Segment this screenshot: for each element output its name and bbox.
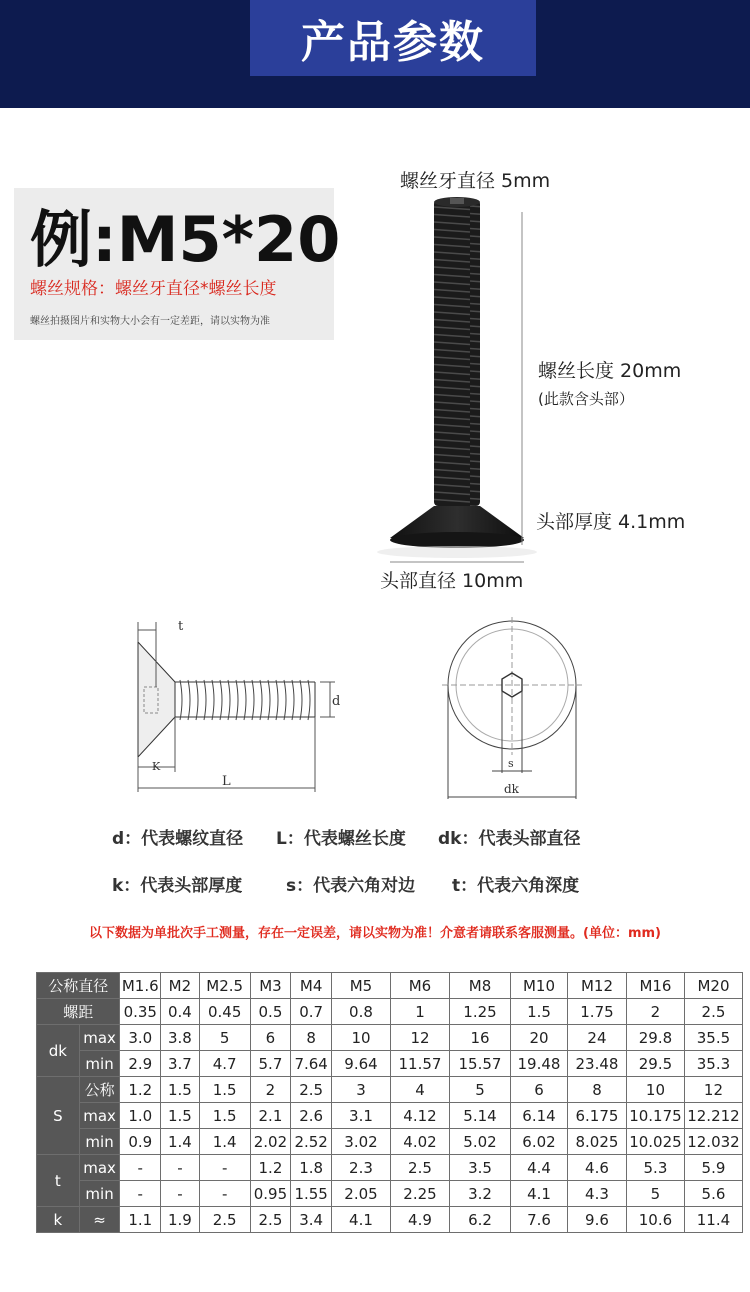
value-cell: 2 [250, 1077, 291, 1103]
table-row [37, 1155, 743, 1181]
value-cell: 0.35 [120, 999, 161, 1025]
value-cell: 3.1 [331, 1103, 390, 1129]
value-cell: 1.2 [250, 1155, 291, 1181]
title-box [250, 0, 536, 76]
table-row [37, 1181, 743, 1207]
value-cell: 5 [199, 1025, 250, 1051]
table-row [37, 1129, 743, 1155]
row-group-cell: k [37, 1207, 80, 1233]
value-cell: - [199, 1181, 250, 1207]
value-cell: 12.212 [684, 1103, 742, 1129]
value-cell: 1.4 [161, 1129, 200, 1155]
size-header-cell: M4 [291, 973, 332, 999]
value-cell: - [161, 1155, 200, 1181]
value-cell: 2.25 [390, 1181, 449, 1207]
value-cell: 0.5 [250, 999, 291, 1025]
row-sub-cell: max [79, 1103, 120, 1129]
table-row [37, 1077, 743, 1103]
legend-s: s：代表六角对边 [286, 876, 416, 896]
size-header-cell: M2.5 [199, 973, 250, 999]
value-cell: 12 [390, 1025, 449, 1051]
label-s: s [508, 757, 514, 770]
value-cell: 2.5 [291, 1077, 332, 1103]
example-spec: 螺丝规格：螺丝牙直径*螺丝长度 [30, 279, 277, 299]
row-sub-cell: max [79, 1025, 120, 1051]
value-cell: 2.05 [331, 1181, 390, 1207]
value-cell: 0.9 [120, 1129, 161, 1155]
size-header-cell: M8 [449, 973, 510, 999]
value-cell: 5.02 [449, 1129, 510, 1155]
value-cell: - [199, 1155, 250, 1181]
value-cell: 4.3 [567, 1181, 626, 1207]
value-cell: 5 [626, 1181, 684, 1207]
value-cell: 1.25 [449, 999, 510, 1025]
value-cell: 4.1 [331, 1207, 390, 1233]
value-cell: 6.175 [567, 1103, 626, 1129]
spec-table [36, 972, 743, 1233]
table-row [37, 1103, 743, 1129]
table-row [37, 1207, 743, 1233]
row-sub-cell: min [79, 1181, 120, 1207]
value-cell: 1.1 [120, 1207, 161, 1233]
table-row [37, 1025, 743, 1051]
legend-dk: dk：代表头部直径 [438, 829, 581, 849]
value-cell: 10.025 [626, 1129, 684, 1155]
size-header-cell: M10 [511, 973, 568, 999]
value-cell: 3.0 [120, 1025, 161, 1051]
value-cell: 4.4 [511, 1155, 568, 1181]
row-sub-cell: min [79, 1129, 120, 1155]
value-cell: 12.032 [684, 1129, 742, 1155]
label-k: K [152, 760, 161, 773]
value-cell: 5 [449, 1077, 510, 1103]
header-cell: 公称直径 [37, 973, 120, 999]
value-cell: 1.5 [199, 1103, 250, 1129]
size-header-cell: M20 [684, 973, 742, 999]
page-title: 产品参数 [301, 17, 485, 68]
value-cell: 4.1 [511, 1181, 568, 1207]
value-cell: 10 [331, 1025, 390, 1051]
label-head-diameter: 头部直径 10mm [380, 570, 524, 592]
value-cell: 5.7 [250, 1051, 291, 1077]
value-cell: 0.95 [250, 1181, 291, 1207]
row-sub-cell: min [79, 1051, 120, 1077]
label-thread-diameter: 螺丝牙直径 5mm [400, 170, 551, 192]
value-cell: 2.5 [199, 1207, 250, 1233]
label-length-note: (此款含头部） [538, 390, 634, 408]
value-cell: 1.55 [291, 1181, 332, 1207]
value-cell: 1.0 [120, 1103, 161, 1129]
legend-d: d：代表螺纹直径 [112, 829, 244, 849]
value-cell: 1 [390, 999, 449, 1025]
label-length: 螺丝长度 20mm [538, 360, 682, 382]
value-cell: 4.02 [390, 1129, 449, 1155]
value-cell: - [120, 1155, 161, 1181]
value-cell: 12 [684, 1077, 742, 1103]
value-cell: 19.48 [511, 1051, 568, 1077]
value-cell: 0.45 [199, 999, 250, 1025]
example-note: 螺丝拍摄图片和实物大小会有一定差距，请以实物为准 [30, 316, 270, 327]
label-dk: dk [504, 782, 519, 796]
value-cell: 16 [449, 1025, 510, 1051]
label-d: d [332, 694, 341, 709]
value-cell: 1.5 [511, 999, 568, 1025]
value-cell: 1.5 [161, 1103, 200, 1129]
side-view-drawing [120, 612, 350, 802]
header-banner [0, 0, 750, 108]
value-cell: 5.9 [684, 1155, 742, 1181]
value-cell: 8 [567, 1077, 626, 1103]
value-cell: 3 [331, 1077, 390, 1103]
legend-k: k：代表头部厚度 [112, 876, 243, 896]
value-cell: 2.02 [250, 1129, 291, 1155]
value-cell: 4.9 [390, 1207, 449, 1233]
value-cell: 20 [511, 1025, 568, 1051]
value-cell: 3.7 [161, 1051, 200, 1077]
value-cell: 23.48 [567, 1051, 626, 1077]
value-cell: 0.8 [331, 999, 390, 1025]
value-cell: 2.6 [291, 1103, 332, 1129]
value-cell: 8.025 [567, 1129, 626, 1155]
value-cell: 24 [567, 1025, 626, 1051]
value-cell: 2.5 [250, 1207, 291, 1233]
legend-L: L：代表螺丝长度 [276, 829, 406, 849]
label-t: t [178, 619, 184, 634]
value-cell: 10 [626, 1077, 684, 1103]
value-cell: 7.64 [291, 1051, 332, 1077]
value-cell: 6.02 [511, 1129, 568, 1155]
value-cell: 2.5 [390, 1155, 449, 1181]
screw-photo [370, 190, 550, 570]
measurement-notice: 以下数据为单批次手工测量，存在一定误差，请以实物为准！介意者请联系客服测量。(单位：mm) [89, 926, 661, 941]
value-cell: 2.5 [684, 999, 742, 1025]
value-cell: 0.4 [161, 999, 200, 1025]
value-cell: 35.3 [684, 1051, 742, 1077]
value-cell: 8 [291, 1025, 332, 1051]
row-group-cell: S [37, 1077, 80, 1155]
value-cell: 6 [511, 1077, 568, 1103]
table-header-row [37, 973, 743, 999]
value-cell: 9.6 [567, 1207, 626, 1233]
value-cell: 3.2 [449, 1181, 510, 1207]
example-title: 例:M5*20 [30, 203, 341, 276]
value-cell: 11.4 [684, 1207, 742, 1233]
row-sub-cell: 公称 [79, 1077, 120, 1103]
label-L: L [222, 774, 231, 789]
size-header-cell: M6 [390, 973, 449, 999]
example-box [14, 188, 341, 340]
row-group-cell: 螺距 [37, 999, 120, 1025]
size-header-cell: M5 [331, 973, 390, 999]
value-cell: 6 [250, 1025, 291, 1051]
value-cell: 9.64 [331, 1051, 390, 1077]
value-cell: 35.5 [684, 1025, 742, 1051]
top-view-drawing [440, 615, 590, 803]
value-cell: 2.9 [120, 1051, 161, 1077]
value-cell: 6.2 [449, 1207, 510, 1233]
value-cell: 29.8 [626, 1025, 684, 1051]
value-cell: 4 [390, 1077, 449, 1103]
value-cell: 7.6 [511, 1207, 568, 1233]
value-cell: 1.9 [161, 1207, 200, 1233]
size-header-cell: M16 [626, 973, 684, 999]
size-header-cell: M12 [567, 973, 626, 999]
row-group-cell: t [37, 1155, 80, 1207]
value-cell: 1.75 [567, 999, 626, 1025]
value-cell: 5.6 [684, 1181, 742, 1207]
value-cell: 0.7 [291, 999, 332, 1025]
value-cell: 3.5 [449, 1155, 510, 1181]
value-cell: 1.5 [199, 1077, 250, 1103]
value-cell: 1.5 [161, 1077, 200, 1103]
value-cell: 2 [626, 999, 684, 1025]
row-sub-cell: ≈ [79, 1207, 120, 1233]
value-cell: 5.14 [449, 1103, 510, 1129]
value-cell: 11.57 [390, 1051, 449, 1077]
value-cell: 2.3 [331, 1155, 390, 1181]
legend-t: t：代表六角深度 [452, 876, 580, 896]
value-cell: 1.4 [199, 1129, 250, 1155]
value-cell: 3.4 [291, 1207, 332, 1233]
value-cell: 1.2 [120, 1077, 161, 1103]
size-header-cell: M2 [161, 973, 200, 999]
value-cell: 3.8 [161, 1025, 200, 1051]
value-cell: 2.52 [291, 1129, 332, 1155]
label-head-thickness: 头部厚度 4.1mm [536, 511, 686, 533]
size-header-cell: M3 [250, 973, 291, 999]
value-cell: 4.7 [199, 1051, 250, 1077]
value-cell: 15.57 [449, 1051, 510, 1077]
row-sub-cell: max [79, 1155, 120, 1181]
table-row [37, 999, 743, 1025]
table-row [37, 1051, 743, 1077]
value-cell: 6.14 [511, 1103, 568, 1129]
size-header-cell: M1.6 [120, 973, 161, 999]
value-cell: 5.3 [626, 1155, 684, 1181]
value-cell: 10.6 [626, 1207, 684, 1233]
value-cell: 3.02 [331, 1129, 390, 1155]
value-cell: - [161, 1181, 200, 1207]
value-cell: - [120, 1181, 161, 1207]
value-cell: 1.8 [291, 1155, 332, 1181]
value-cell: 10.175 [626, 1103, 684, 1129]
value-cell: 2.1 [250, 1103, 291, 1129]
row-group-cell: dk [37, 1025, 80, 1077]
value-cell: 29.5 [626, 1051, 684, 1077]
value-cell: 4.12 [390, 1103, 449, 1129]
value-cell: 4.6 [567, 1155, 626, 1181]
